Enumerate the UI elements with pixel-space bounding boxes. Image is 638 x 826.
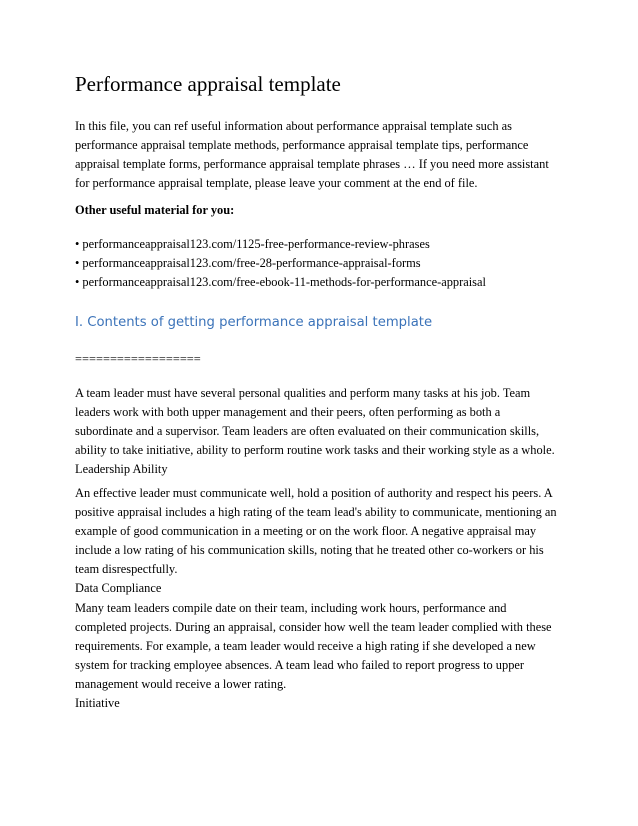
paragraph-communication	[75, 484, 575, 598]
link-item[interactable]: • performanceappraisal123.com/free-28-performance-appraisal-forms	[75, 256, 421, 270]
paragraph-line: completed projects. During an appraisal, consider how well the team leader complied with these	[75, 620, 552, 634]
paragraph-line: management would receive a lower rating.	[75, 677, 287, 691]
paragraph-line: A team leader must have several personal qualities and perform many tasks at his job. Team	[75, 386, 531, 400]
link-item[interactable]: • performanceappraisal123.com/1125-free-performance-review-phrases	[75, 237, 430, 251]
useful-material-heading: Other useful material for you:	[75, 203, 235, 217]
final-heading-block	[75, 694, 575, 713]
paragraph-line: subordinate and a supervisor. Team leaders are often evaluated on their communication skills,	[75, 424, 540, 438]
link-item[interactable]: • performanceappraisal123.com/free-ebook-11-methods-for-performance-appraisal	[75, 275, 486, 289]
intro-line: appraisal template forms, performance appraisal template phrases … If you need more assistant	[75, 157, 549, 171]
paragraph-line: Leadership Ability	[75, 462, 168, 476]
paragraph-line: system for tracking employee absences. A team lead who failed to report progress to upper	[75, 658, 525, 672]
paragraph-line: An effective leader must communicate well, hold a position of authority and respect his peers. A	[75, 486, 553, 500]
paragraph-line: leaders work with both upper management and their peers, often performing as both a	[75, 405, 501, 419]
paragraph-line: example of good communication in a meeting or on the work floor. A negative appraisal may	[75, 524, 537, 538]
paragraph-line: Data Compliance	[75, 581, 162, 595]
separator: ==================	[75, 352, 201, 366]
paragraph-line: positive appraisal includes a high rating of the team lead's ability to communicate, mentioning an	[75, 505, 557, 519]
link-list	[75, 235, 575, 292]
paragraph-line: ability to take initiative, ability to perform routine work tasks and their working style as a whole.	[75, 443, 555, 457]
intro-paragraph	[75, 117, 575, 193]
section-heading: I. Contents of getting performance appraisal template	[75, 315, 433, 330]
initiative-label: Initiative	[75, 696, 120, 710]
paragraph-line: include a low rating of his communication skills, noting that he treated other co-workers or his	[75, 543, 544, 557]
paragraph-line: Many team leaders compile date on their team, including work hours, performance and	[75, 601, 507, 615]
paragraph-line: team disrespectfully.	[75, 562, 178, 576]
intro-line: In this file, you can ref useful information about performance appraisal template such as	[75, 119, 512, 133]
separator-block	[75, 350, 575, 369]
paragraph-compliance	[75, 599, 575, 694]
intro-line: performance appraisal template methods, performance appraisal template tips, performance	[75, 138, 529, 152]
intro-line: for performance appraisal template, please leave your comment at the end of file.	[75, 176, 478, 190]
paragraph-line: requirements. For example, a team leader would receive a high rating if she developed a new	[75, 639, 536, 653]
paragraph-leadership	[75, 384, 575, 479]
useful-material-heading-block	[75, 201, 575, 220]
document-title: Performance appraisal template	[75, 72, 341, 96]
